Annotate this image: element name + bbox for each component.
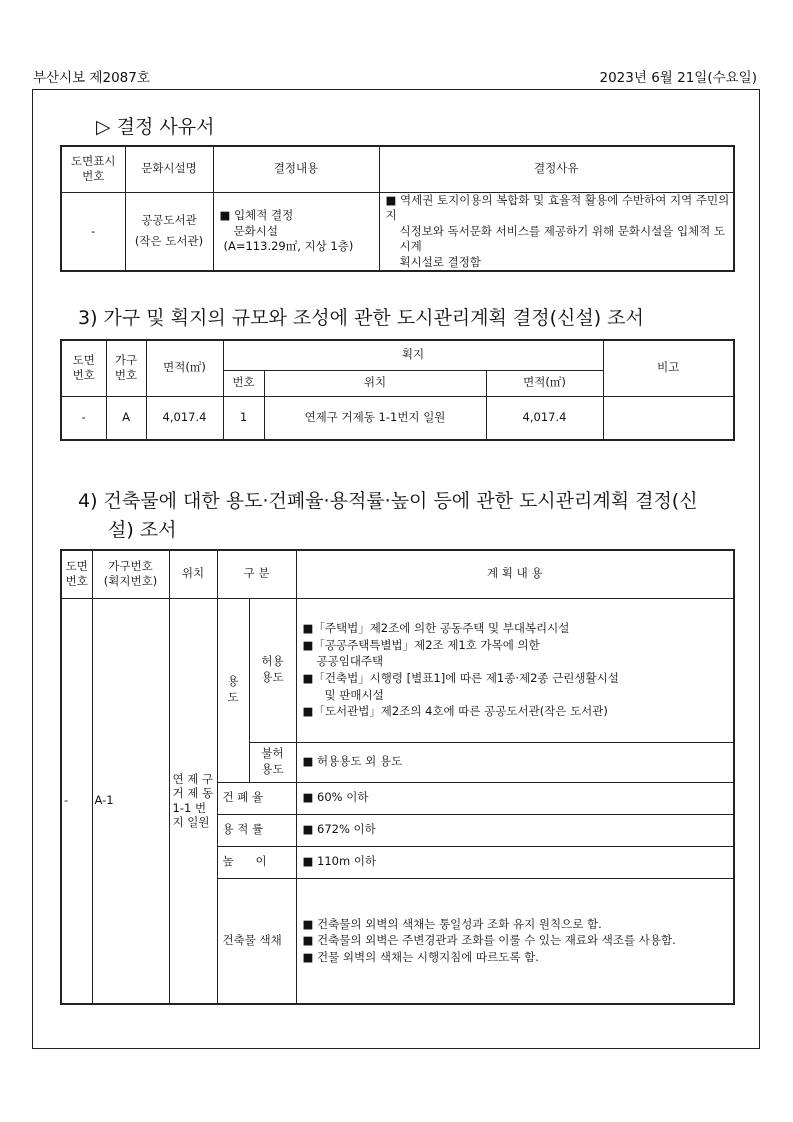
cell-lot-area: 4,017.4 <box>486 396 603 440</box>
cell-far-label: 용 적 률 <box>217 814 296 846</box>
th-note: 비고 <box>603 340 734 396</box>
cell-use-label: 용 도 <box>217 598 249 782</box>
cell-allowed-uses: ■「주택법」제2조에 의한 공동주택 및 부대복리시설 ■「공공주택특별법」제2조 제1호 가목에 의한 공공임대주택 ■「건축법」시행령 [별표1]에 따른 제1종·제2종 근린생활시설 및 판매시설 ■「도서관법」제2조의 4호에 따른 공공도서관(작은 도서관) <box>296 598 734 742</box>
cell-bcr: ■ 60% 이하 <box>296 782 734 814</box>
cell-color-label: 건축물 색채 <box>217 878 296 1004</box>
th-decision-reason: 결정사유 <box>379 146 734 192</box>
th-plan-content: 계 획 내 용 <box>296 550 734 598</box>
cell-allowed-label: 허용 용도 <box>249 598 296 742</box>
cell-map-no: - <box>61 396 106 440</box>
th-block-no: 가구번호 (획지번호) <box>92 550 169 598</box>
th-map-no: 도면 번호 <box>61 340 106 396</box>
th-decision-content: 결정내용 <box>213 146 379 192</box>
decision-reason-table <box>60 145 735 272</box>
cell-far: ■ 672% 이하 <box>296 814 734 846</box>
section3-title: 3) 가구 및 획지의 규모와 조성에 관한 도시관리계획 결정(신설) 조서 <box>78 307 644 329</box>
cell-lot-no: 1 <box>223 396 264 440</box>
th-area: 면적(㎡) <box>146 340 223 396</box>
cell-denied-label: 불허 용도 <box>249 742 296 782</box>
cell-map-no: - <box>61 598 92 1004</box>
cell-block-no: A <box>106 396 146 440</box>
th-location: 위치 <box>169 550 217 598</box>
cell-bcr-label: 건 폐 율 <box>217 782 296 814</box>
cell-block-no: A-1 <box>92 598 169 1004</box>
header-right: 2023년 6월 21일(수요일) <box>599 70 757 86</box>
header-left: 부산시보 제2087호 <box>33 70 150 86</box>
cell-color-rules: ■ 건축물의 외벽의 색채는 통일성과 조화 유지 원칙으로 함. ■ 건축물의 외벽은 주변경관과 조화를 이룰 수 있는 재료와 색조를 사용함. ■ 건물 외벽의 색채는 시행지침에 따르도록 함. <box>296 878 734 1004</box>
section1-title: ▷ 결정 사유서 <box>96 116 215 138</box>
cell-area: 4,017.4 <box>146 396 223 440</box>
cell-lot-location: 연제구 거제동 1-1번지 일원 <box>264 396 486 440</box>
th-map-no: 도면 번호 <box>61 550 92 598</box>
th-category: 구 분 <box>217 550 296 598</box>
cell-decision-content: ■ 입체적 결정 문화시설 (A=113.29㎡, 지상 1층) <box>213 192 379 271</box>
cell-height-label: 높 이 <box>217 846 296 878</box>
cell-note <box>603 396 734 440</box>
th-lot: 획지 <box>223 340 603 370</box>
cell-decision-reason: ■ 역세권 토지이용의 복합화 및 효율적 활용에 수반하여 지역 주민의 지 식정보와 독서문화 서비스를 제공하기 위해 문화시설을 입체적 도시계 획시설로 결정함 <box>379 192 734 271</box>
th-lot-location: 위치 <box>264 370 486 396</box>
section4-title-line2: 설) 조서 <box>108 519 177 541</box>
cell-map-no: - <box>61 192 125 271</box>
section4-title-line1: 4) 건축물에 대한 용도·건폐율·용적률·높이 등에 관한 도시관리계획 결정(신 <box>78 490 698 512</box>
block-lot-table <box>60 339 735 441</box>
th-lot-no: 번호 <box>223 370 264 396</box>
th-block-no: 가구 번호 <box>106 340 146 396</box>
cell-facility-name: 공공도서관 (작은 도서관) <box>125 192 213 271</box>
building-use-table <box>60 549 735 1005</box>
th-facility-name: 문화시설명 <box>125 146 213 192</box>
cell-height: ■ 110m 이하 <box>296 846 734 878</box>
th-map-no: 도면표시 번호 <box>61 146 125 192</box>
th-lot-area: 면적(㎡) <box>486 370 603 396</box>
cell-location: 연 제 구 거 제 동 1-1 번 지 일원 <box>169 598 217 1004</box>
cell-denied-uses: ■ 허용용도 외 용도 <box>296 742 734 782</box>
